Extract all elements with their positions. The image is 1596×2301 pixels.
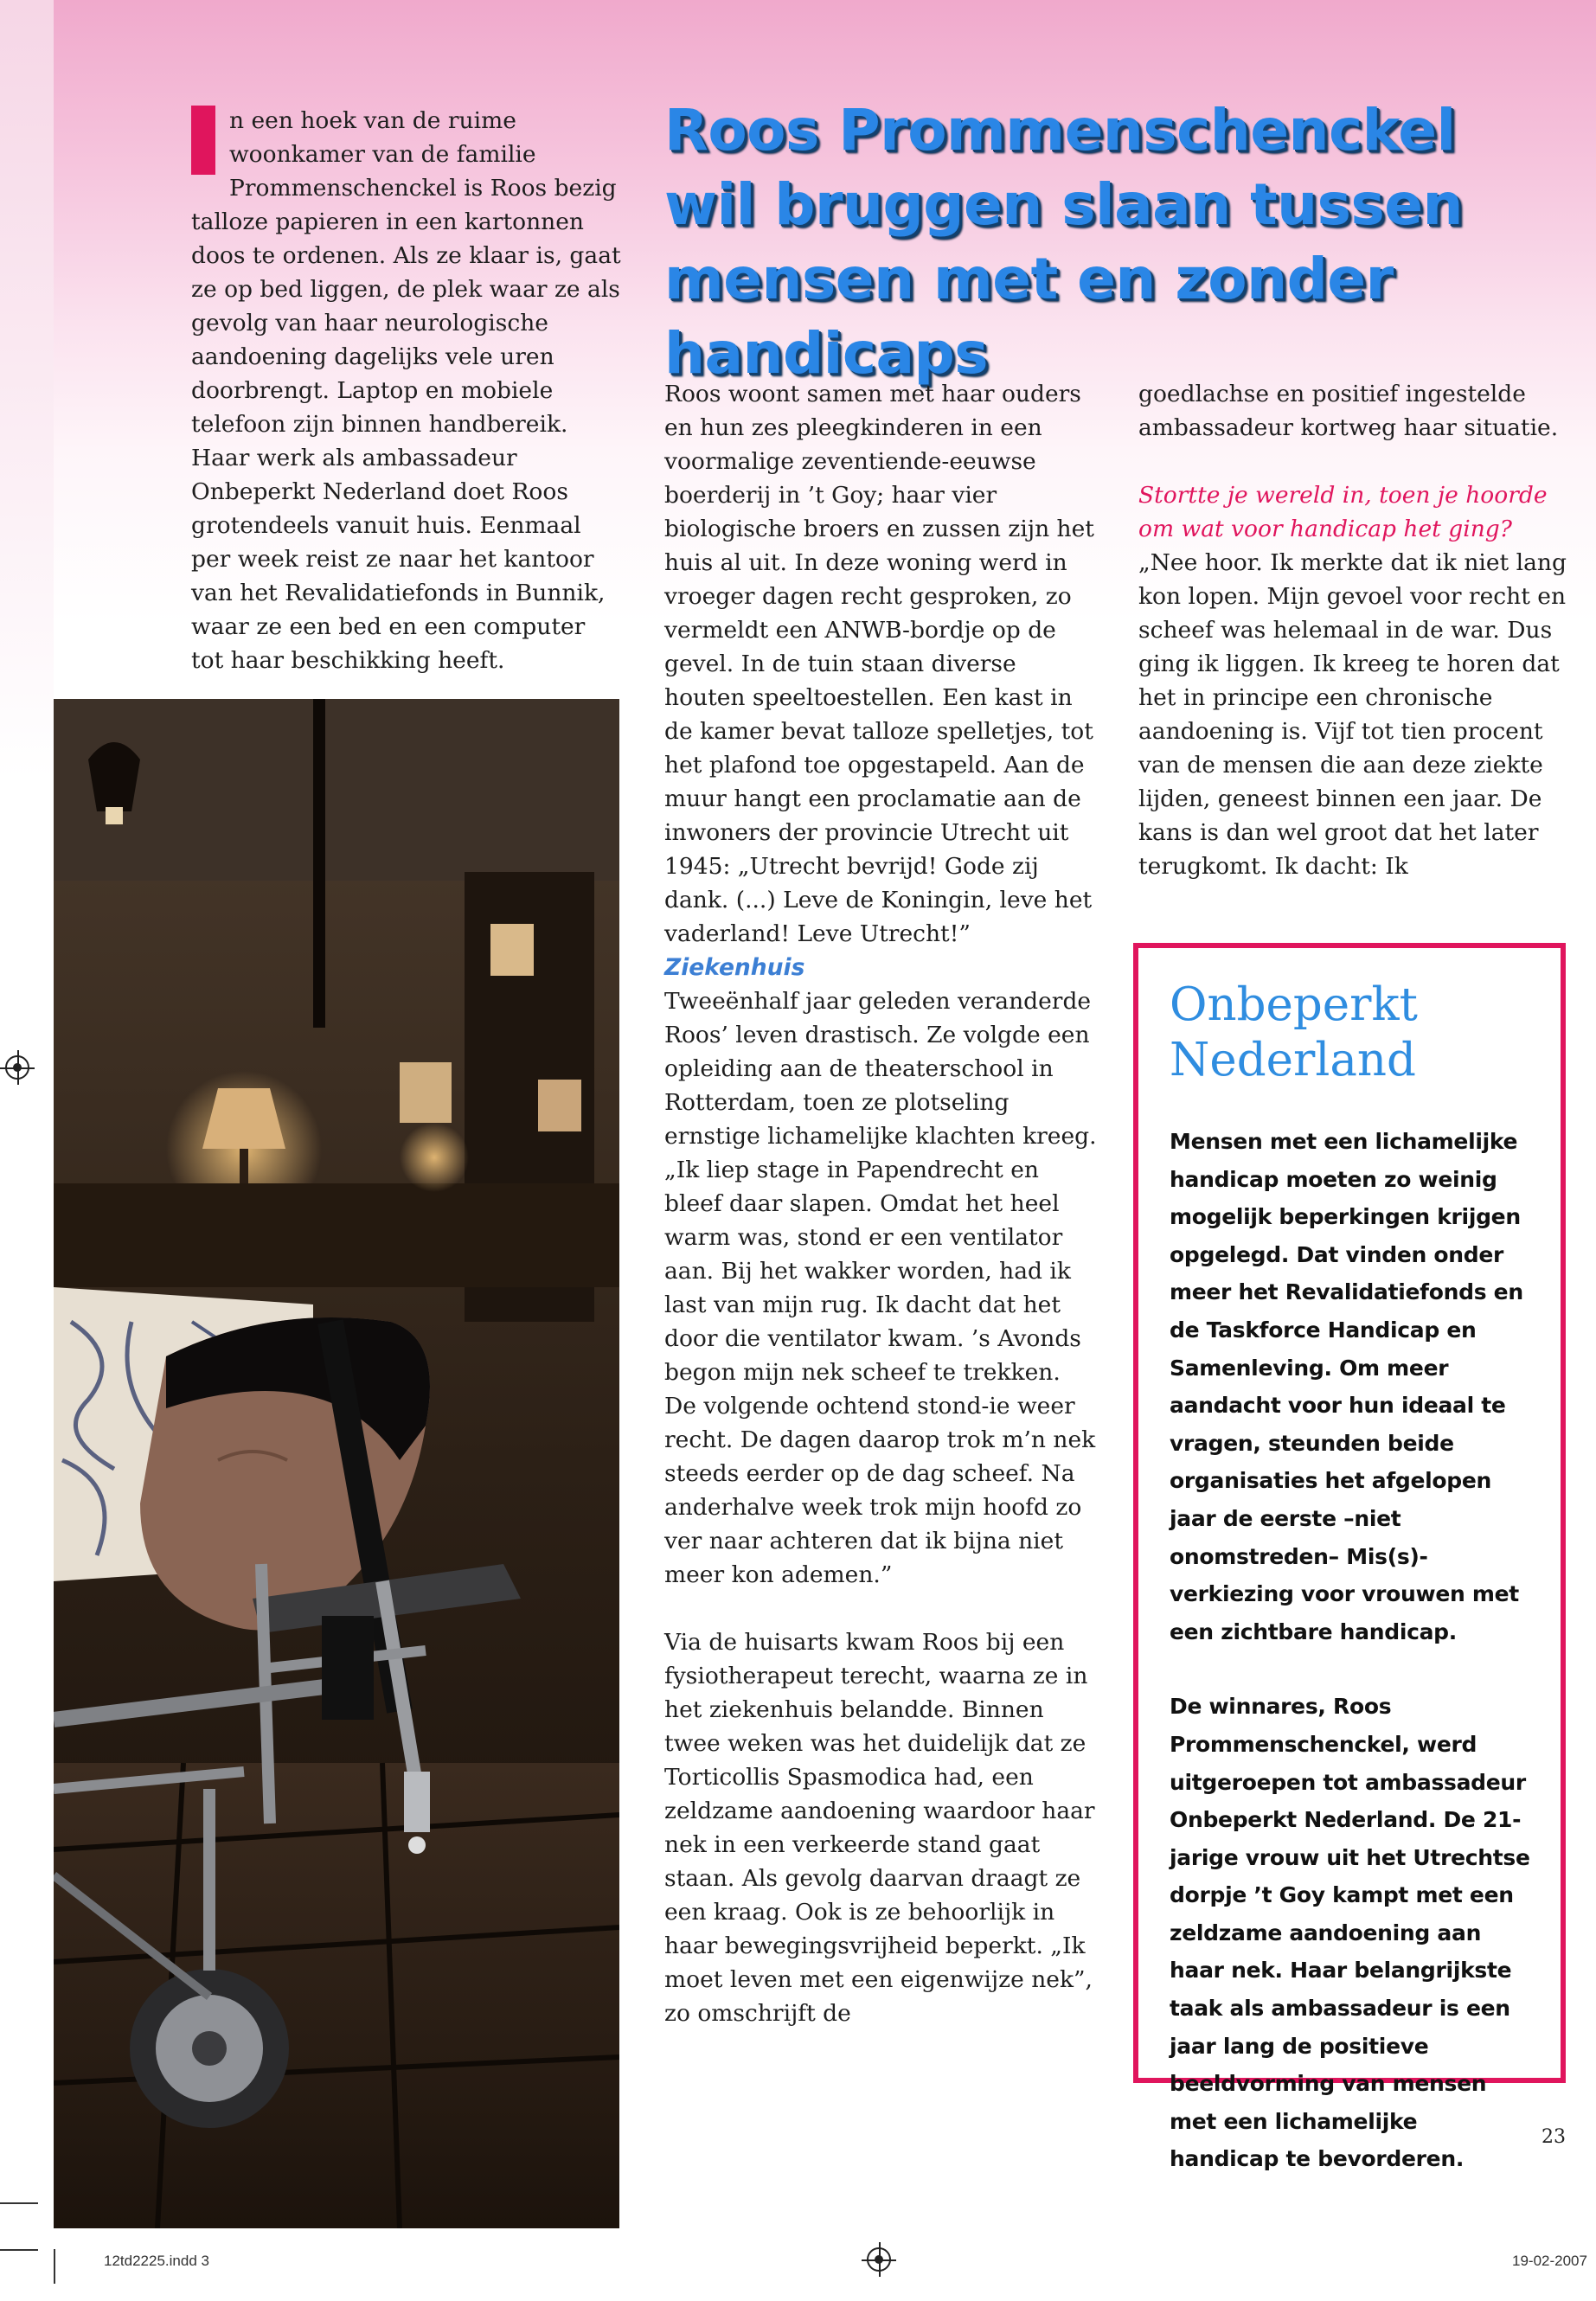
column3-paragraph-1: goedlachse en positief ingestelde ambassadeur kortweg haar situatie. — [1138, 381, 1559, 441]
interview-question: Stortte je wereld in, toen je hoorde om wat voor handicap het ging? — [1138, 482, 1548, 542]
paragraph-gap — [664, 1592, 1097, 1625]
intro-text: n een hoek van de ruime woonkamer van de familie Prommenschenckel is Roos bezig talloze papieren in een kartonnen doos te ordenen. Als ze klaar is, gaat ze op bed liggen, de plek waar ze als gevolg van haar neurologische aandoening dagelijks vele uren doorbrengt. Laptop en mobiele telefoon zijn binnen handbereik. Haar werk als ambassadeur Onbeperkt Nederland doet Roos grotendeels vanuit huis. Eenmaal per week reist ze naar het kantoor van het Revalidatiefonds in Bunnik, waar ze een bed en een computer tot haar beschikking heeft. — [191, 107, 621, 674]
drop-cap-letter — [191, 106, 215, 175]
sidebar-title-line-2: Nederland — [1170, 1034, 1416, 1086]
subhead-ziekenhuis: Ziekenhuis — [664, 954, 805, 981]
crop-mark — [54, 2249, 55, 2284]
page-margin-strip — [0, 0, 54, 2249]
registration-mark-icon — [867, 2247, 891, 2272]
registration-mark-icon — [5, 1055, 29, 1080]
column3-paragraph-2: „Nee hoor. Ik merkte dat ik niet lang kon lopen. Mijn gevoel voor recht en scheef was helemaal in de war. Dus ging ik liggen. Ik kreeg te horen dat het in principe een chronische aandoening is. Vijf tot tien procent van de mensen die aan deze ziekte lijden, geneest binnen een jaar. De kans is dan wel groot dat het later terugkomt. Ik dacht: Ik — [1138, 549, 1567, 880]
sidebar-title-line-1: Onbeperkt — [1170, 978, 1418, 1031]
intro-paragraph — [191, 104, 624, 677]
crop-mark — [0, 2202, 38, 2204]
column2-paragraph-1: Roos woont samen met haar ouders en hun zes pleegkinderen in een voormalige zeventiende-eeuwse boerderij in ’t Goy; haar vier biologische broers en zussen zijn het huis al uit. In deze woning werd in vroeger dagen recht gesproken, zo vermeldt een ANWB-bordje op de gevel. In de tuin staan diverse houten speeltoestellen. Een kast in de kamer bevat talloze spelletjes, tot het plafond toe opgestapeld. Aan de muur hangt een proclamatie aan de inwoners der provincie Utrecht uit 1945: „Utrecht bevrijd! Gode zij dank. (...) Leve de Koningin, leve het vaderland! Leve Utrecht!” — [664, 381, 1094, 947]
article-column-2 — [664, 377, 1097, 2030]
article-column-3 — [1138, 377, 1580, 883]
column2-paragraph-3: Via de huisarts kwam Roos bij een fysiotherapeut terecht, waarna ze in het ziekenhuis belandde. Binnen twee weken was het duidelijk dat ze Torticollis Spasmodica had, een zeldzame aandoening waardoor haar nek in een verkeerde stand gaat staan. Als gevolg daarvan draagt ze een kraag. Ook is ze behoorlijk in haar bewegingsvrijheid beperkt. „Ik moet leven met een eigenwijze nek”, zo omschrijft de — [664, 1629, 1095, 2027]
wheelchair-photo-illustration — [54, 699, 619, 2228]
column2-paragraph-2: Tweeënhalf jaar geleden veranderde Roos’ leven drastisch. Ze volgde een opleiding aan de theaterschool in Rotterdam, toen ze plotseling ernstige lichamelijke klachten kreeg. „Ik liep stage in Papendrecht en bleef daar slapen. Omdat het heel warm was, stond er een ventilator aan. Bij het wakker worden, had ik last van mijn rug. Ik dacht dat het door die ventilator kwam. ’s Avonds begon mijn nek scheef te trekken. De volgende ochtend stond-ie weer recht. De dagen daarop trok m’n nek steeds eerder op de dag scheef. Na anderhalve week trok mijn hoofd zo ver naar achteren dat ik bijna niet meer kon ademen.” — [664, 988, 1097, 1588]
sidebar-paragraph-2: De winnares, Roos Prommenschenckel, werd uitgeroepen tot ambassadeur Onbeperkt Nederland. De 21-jarige vrouw uit het Utrechtse dorpje ’t Goy kampt met een zeldzame aandoening aan haar nek. Haar belangrijkste taak als ambassadeur is een jaar lang de positieve beeldvorming van mensen met een lichamelijke handicap te bevorderen. — [1170, 1694, 1530, 2172]
footer-date: 19-02-2007 — [1512, 2253, 1587, 2269]
footer-file-name: 12td2225.indd 3 — [104, 2253, 209, 2269]
article-headline: Roos Prommenschenckel wil bruggen slaan tussen mensen met en zonder handicaps — [664, 97, 1463, 387]
sidebar-paragraph-1: Mensen met een lichamelijke handicap moeten zo weinig mogelijk beperkingen krijgen opgelegd. Dat vinden onder meer het Revalidatiefonds en de Taskforce Handicap en Samenleving. Om meer aandacht voor hun ideaal te vragen, steunden beide organisaties het afgelopen jaar de eerste –niet onomstreden– Mis(s)-verkiezing voor vrouwen met een zichtbare handicap. — [1170, 1129, 1523, 1644]
article-photo — [54, 699, 619, 2228]
page-number: 23 — [1542, 2126, 1566, 2148]
crop-mark — [0, 2249, 38, 2251]
sidebar-title — [1170, 977, 1533, 1088]
